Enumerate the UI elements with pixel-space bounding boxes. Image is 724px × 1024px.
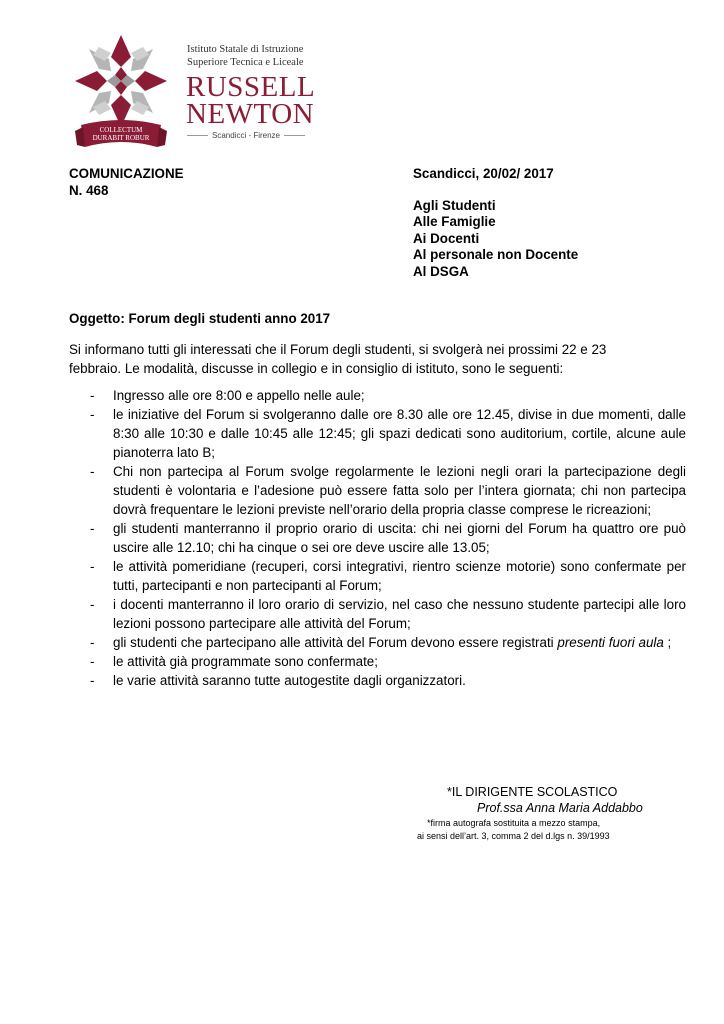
signature-note-2: ai sensi dell’art. 3, comma 2 del d.lgs n. 39/1993 [417,831,610,841]
list-item [90,462,686,519]
logo-motto-line-1: COLLECTUM [99,126,143,134]
logo-motto [81,126,161,142]
modalities-list [90,386,686,690]
recipient: Al personale non Docente [413,247,579,263]
list-item [90,671,686,690]
bullet-dash: - [90,635,95,650]
list-item-text: i docenti manterranno il loro orario di servizio, nel caso che nessuno studente partecipi alle loro lezioni possono partecipare alle attività del Forum; [113,597,686,631]
school-logo [73,25,316,155]
bullet-dash: - [90,654,95,669]
list-item-text: gli studenti che partecipano alle attività del Forum devono essere registrati [113,635,558,650]
comunicazione-number: N. 468 [69,183,109,198]
document-date: Scandicci, 20/02/ 2017 [413,166,554,181]
bullet-dash: - [90,521,95,536]
logo-motto-line-2: DURABIT ROBUR [92,134,150,142]
recipient: Al DSGA [413,263,469,279]
list-item [90,652,686,671]
list-item [90,633,686,652]
list-item-text: Chi non partecipa al Forum svolge regolarmente le lezioni negli orari la partecipazione degli studenti è volontaria e l’adesione può essere fatta solo per l’intera giornata; chi non partecipa dovrà frequentare le lezioni previste nell’orario della propria classe comprese le ricreazioni; [113,464,686,517]
logo-name-2: NEWTON [186,98,315,130]
list-item-text: le iniziative del Forum si svolgeranno dalle ore 8.30 alle ore 12.45, divise in due momenti, dalle 8:30 alle 10:30 e dalle 10:45 alle 12:45; gli spazi dedicati sono auditorium, cortile, alcune aule pianoterra lato B; [113,407,686,460]
list-item-text: le attività pomeridiane (recuperi, corsi integrativi, rientro scienze motorie) sono confermate per tutti, partecipanti e non partecipanti al Forum; [113,559,686,593]
list-item-italic: presenti fuori aula [557,635,664,650]
list-item [90,405,686,462]
signature-title: *IL DIRIGENTE SCOLASTICO [447,785,618,799]
logo-name-1: RUSSELL [186,71,316,103]
logo-city-row [187,131,305,140]
bullet-dash: - [90,464,95,479]
intro-paragraph: Si informano tutti gli interessati che il Forum degli studenti, si svolgerà nei prossimi 22 e 23 febbraio. Le modalità, discusse in collegio e in consiglio di istituto, sono le seguenti: [69,342,607,376]
recipients-list [413,198,578,280]
logo-city: Scandicci - Firenze [211,131,281,140]
bullet-dash: - [90,407,95,422]
list-item [90,386,686,405]
recipient: Agli Studenti [413,198,496,213]
signature-note-1: *firma autografa sostituita a mezzo stampa, [427,818,601,828]
bullet-dash: - [90,673,95,688]
list-item-text: le attività già programmate sono confermate; [113,654,378,669]
subject-line: Oggetto: Forum degli studenti anno 2017 [69,311,331,326]
recipient: Alle Famiglie [413,214,496,230]
divider [187,135,208,136]
recipient: Ai Docenti [413,230,480,246]
logo-line-1: Istituto Statale di Istruzione [187,44,304,55]
signature-name: Prof.ssa Anna Maria Addabbo [477,801,643,815]
logo-line-2: Superiore Tecnica e Liceale [187,57,304,68]
comunicazione-label: COMUNICAZIONE [69,166,184,181]
bullet-dash: - [90,388,95,403]
bullet-dash: - [90,597,95,612]
list-item-text: le varie attività saranno tutte autogestite dagli organizzatori. [113,673,466,688]
list-item-text: gli studenti manterranno il proprio orario di uscita: chi nei giorni del Forum ha quattro ore può uscire alle 12.10; chi ha cinque o sei ore deve uscire alle 13.05; [113,521,686,555]
list-item [90,519,686,557]
list-item [90,595,686,633]
list-item-text: Ingresso alle ore 8:00 e appello nelle aule; [113,388,365,403]
bullet-dash: - [90,559,95,574]
list-item [90,557,686,595]
divider [284,135,305,136]
list-item-text: ; [663,635,672,650]
